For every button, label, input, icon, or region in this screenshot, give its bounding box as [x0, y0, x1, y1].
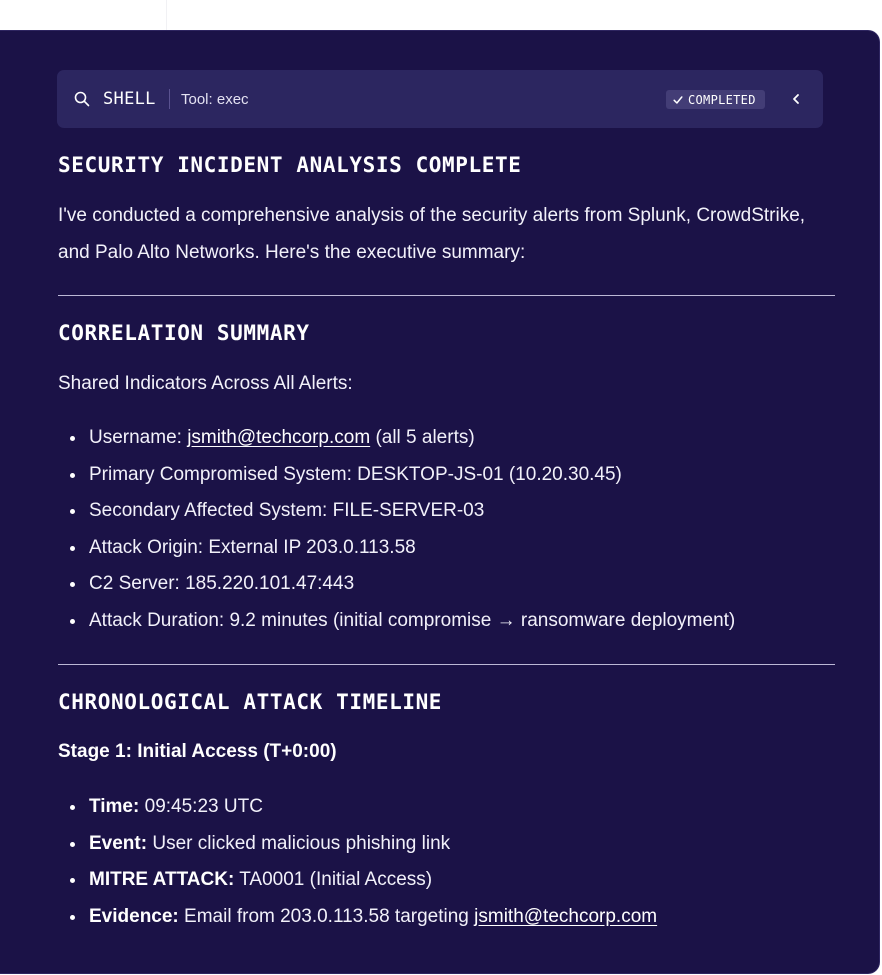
list-item: Primary Compromised System: DESKTOP-JS-01 (10.20.30.45): [58, 457, 836, 494]
timeline-heading: CHRONOLOGICAL ATTACK TIMELINE: [58, 690, 443, 714]
search-icon: [74, 91, 90, 107]
section-divider: [58, 664, 835, 665]
item-label: MITRE ATTACK:: [89, 869, 235, 891]
list-item: [58, 420, 836, 457]
item-label: Time:: [89, 796, 140, 817]
indicator-list: [58, 420, 836, 640]
list-item: Attack Origin: External IP 203.0.113.58: [58, 530, 836, 567]
item-label: Event:: [89, 832, 148, 854]
list-item: [58, 899, 836, 936]
item-value: Email from 203.0.113.58 targeting: [184, 905, 469, 927]
list-item: C2 Server: 185.220.101.47:443: [58, 566, 836, 603]
stage-1-list: [58, 789, 836, 935]
tool-header[interactable]: [57, 70, 823, 128]
email-link[interactable]: jsmith@techcorp.com: [474, 905, 658, 927]
page-title: SECURITY INCIDENT ANALYSIS COMPLETE: [58, 153, 522, 177]
check-icon: [673, 95, 683, 105]
item-value: 09:45:23 UTC: [144, 796, 263, 817]
list-item: [58, 862, 836, 899]
item-value: User clicked malicious phishing link: [152, 832, 451, 854]
list-item: [58, 826, 836, 863]
shared-indicators-label: Shared Indicators Across All Alerts:: [58, 373, 353, 394]
toolbar-separator: [169, 89, 170, 109]
chevron-left-icon[interactable]: [788, 91, 804, 107]
list-item: [58, 789, 836, 826]
status-badge: [666, 90, 765, 109]
correlation-heading: CORRELATION SUMMARY: [58, 321, 310, 345]
indicator-suffix: (all 5 alerts): [375, 427, 475, 448]
stage-1-title: Stage 1: Initial Access (T+0:00): [58, 741, 337, 762]
list-item: Secondary Affected System: FILE-SERVER-03: [58, 493, 836, 530]
tool-output-panel: [0, 30, 880, 974]
indicator-label: Username:: [89, 427, 182, 448]
intro-paragraph: I've conducted a comprehensive analysis of the security alerts from Splunk, CrowdStrike, and Palo Alto Networks. Here's the executive summary:: [58, 205, 806, 263]
email-link[interactable]: jsmith@techcorp.com: [187, 427, 371, 448]
item-value: TA0001 (Initial Access): [239, 869, 433, 891]
item-label: Evidence:: [89, 905, 179, 927]
top-divider: [166, 0, 167, 30]
tool-name: Tool: exec: [181, 91, 249, 108]
status-label: COMPLETED: [688, 92, 756, 107]
list-item: Attack Duration: 9.2 minutes (initial compromise → ransomware deployment): [58, 603, 836, 640]
section-divider: [58, 295, 835, 296]
tool-title: SHELL: [103, 89, 156, 109]
